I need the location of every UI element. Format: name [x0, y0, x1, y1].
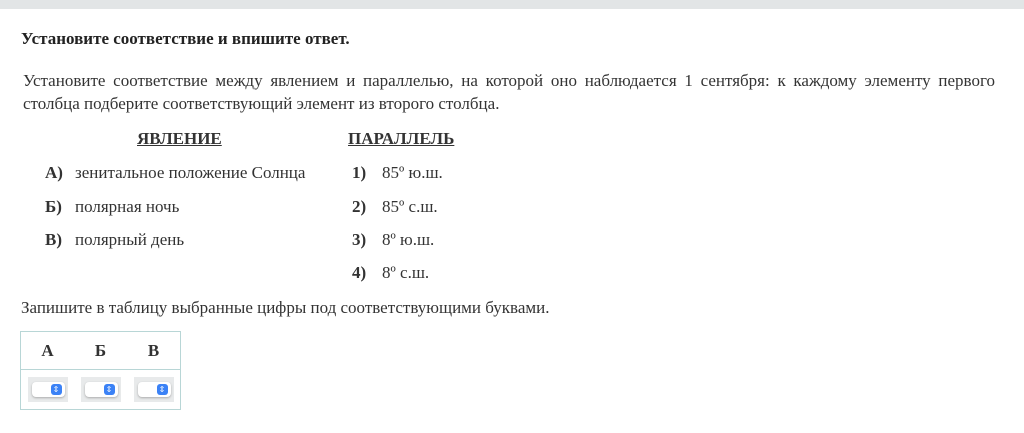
- chevron-updown-icon: ⇕: [157, 384, 168, 395]
- right-item: 3) 8º ю.ш.: [352, 230, 435, 249]
- column-header-phenomenon: ЯВЛЕНИЕ: [137, 129, 222, 148]
- chevron-updown-icon: ⇕: [104, 384, 115, 395]
- question-title: Установите соответствие и впишите ответ.: [21, 29, 350, 48]
- answer-select-v[interactable]: [134, 377, 174, 402]
- answer-header: Б: [74, 332, 127, 370]
- top-bar: [0, 0, 1024, 9]
- answer-select-a[interactable]: [28, 377, 68, 402]
- answer-table: [20, 331, 181, 410]
- left-item: Б) полярная ночь: [45, 197, 180, 216]
- chevron-updown-icon: ⇕: [51, 384, 62, 395]
- left-item: В) полярный день: [45, 230, 185, 249]
- answer-select-b[interactable]: [81, 377, 121, 402]
- right-item: 1) 85º ю.ш.: [352, 163, 443, 182]
- answer-header: В: [127, 332, 181, 370]
- column-header-parallel: ПАРАЛЛЕЛЬ: [348, 129, 455, 148]
- right-item: 4) 8º с.ш.: [352, 263, 430, 282]
- task-text: Установите соответствие между явлением и параллелью, на которой оно наблюдается 1 сентября: к каждому элементу первого столбца подберите соответствующий элемент из второго столбца.: [23, 71, 995, 113]
- right-item: 2) 85º с.ш.: [352, 197, 438, 216]
- answer-header: А: [21, 332, 75, 370]
- instruction: Запишите в таблицу выбранные цифры под соответствующими буквами.: [21, 298, 550, 317]
- left-item: А) зенитальное положение Солнца: [45, 163, 306, 182]
